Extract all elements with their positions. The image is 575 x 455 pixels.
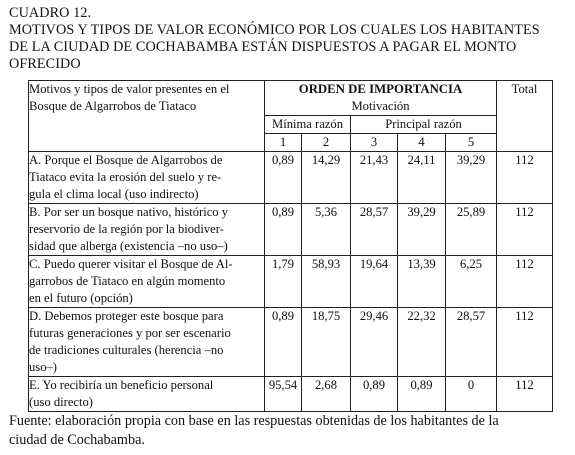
table-row <box>29 308 553 377</box>
source-line: Fuente: elaboración propia con base en las respuestas obtenidas de los habitantes de la <box>9 413 499 429</box>
caption-label: CUADRO 12. <box>9 5 92 21</box>
motives-table <box>28 80 553 412</box>
value-cell: 28,57 <box>351 204 398 256</box>
value-cell: 1,79 <box>265 256 302 308</box>
value-cell: 6,25 <box>446 256 497 308</box>
value-cell: 22,32 <box>398 308 446 377</box>
table-row <box>29 256 553 308</box>
value-cell: 0,89 <box>398 377 446 412</box>
value-cell: 24,11 <box>398 152 446 204</box>
table-row <box>29 152 553 204</box>
table-row <box>29 377 553 412</box>
value-cell: 39,29 <box>398 204 446 256</box>
value-cell: 25,89 <box>446 204 497 256</box>
value-cell: 5,36 <box>302 204 351 256</box>
header-rank: 3 <box>351 134 398 152</box>
table-row <box>29 204 553 256</box>
caption-title-line: OFRECIDO <box>9 56 81 72</box>
motive-cell: B. Por ser un bosque nativo, histórico y reservorio de la región por la biodiver- sidad que alberga (existencia –no uso–) <box>29 204 265 256</box>
header-orden: ORDEN DE IMPORTANCIA <box>265 81 497 99</box>
value-cell: 0,89 <box>351 377 398 412</box>
value-cell: 0,89 <box>265 308 302 377</box>
header-rank: 1 <box>265 134 302 152</box>
header-rank: 5 <box>446 134 497 152</box>
caption-title-line: DE LA CIUDAD DE COCHABAMBA ESTÁN DISPUESTOS A PAGAR EL MONTO <box>9 39 517 55</box>
value-cell: 18,75 <box>302 308 351 377</box>
value-cell: 13,39 <box>398 256 446 308</box>
header-motive: Motivos y tipos de valor presentes en el Bosque de Algarrobos de Tiataco <box>29 81 265 152</box>
value-cell: 21,43 <box>351 152 398 204</box>
header-principal: Principal razón <box>351 116 497 134</box>
value-cell: 2,68 <box>302 377 351 412</box>
header-rank: 4 <box>398 134 446 152</box>
header-minima: Mínima razón <box>265 116 351 134</box>
header-motivacion: Motivación <box>265 98 497 116</box>
total-cell: 112 <box>497 377 553 412</box>
value-cell: 14,29 <box>302 152 351 204</box>
header-total: Total <box>497 81 553 152</box>
motive-cell: C. Puedo querer visitar el Bosque de Al- garrobos de Tiataco en algún momento en el futuro (opción) <box>29 256 265 308</box>
value-cell: 29,46 <box>351 308 398 377</box>
value-cell: 0,89 <box>265 204 302 256</box>
motive-cell: A. Porque el Bosque de Algarrobos de Tiataco evita la erosión del suelo y re- gula el clima local (uso indirecto) <box>29 152 265 204</box>
source-note <box>9 412 565 450</box>
value-cell: 19,64 <box>351 256 398 308</box>
table-caption <box>9 5 569 73</box>
total-cell: 112 <box>497 308 553 377</box>
total-cell: 112 <box>497 256 553 308</box>
value-cell: 0 <box>446 377 497 412</box>
value-cell: 39,29 <box>446 152 497 204</box>
header-rank: 2 <box>302 134 351 152</box>
value-cell: 28,57 <box>446 308 497 377</box>
total-cell: 112 <box>497 152 553 204</box>
value-cell: 58,93 <box>302 256 351 308</box>
value-cell: 0,89 <box>265 152 302 204</box>
source-line: ciudad de Cochabamba. <box>9 432 145 448</box>
value-cell: 95,54 <box>265 377 302 412</box>
total-cell: 112 <box>497 204 553 256</box>
caption-title-line: MOTIVOS Y TIPOS DE VALOR ECONÓMICO POR LOS CUALES LOS HABITANTES <box>9 22 540 38</box>
motive-cell: E. Yo recibiría un beneficio personal (uso directo) <box>29 377 265 412</box>
motive-cell: D. Debemos proteger este bosque para futuras generaciones y por ser escenario de tradiciones culturales (herencia –no uso–) <box>29 308 265 377</box>
